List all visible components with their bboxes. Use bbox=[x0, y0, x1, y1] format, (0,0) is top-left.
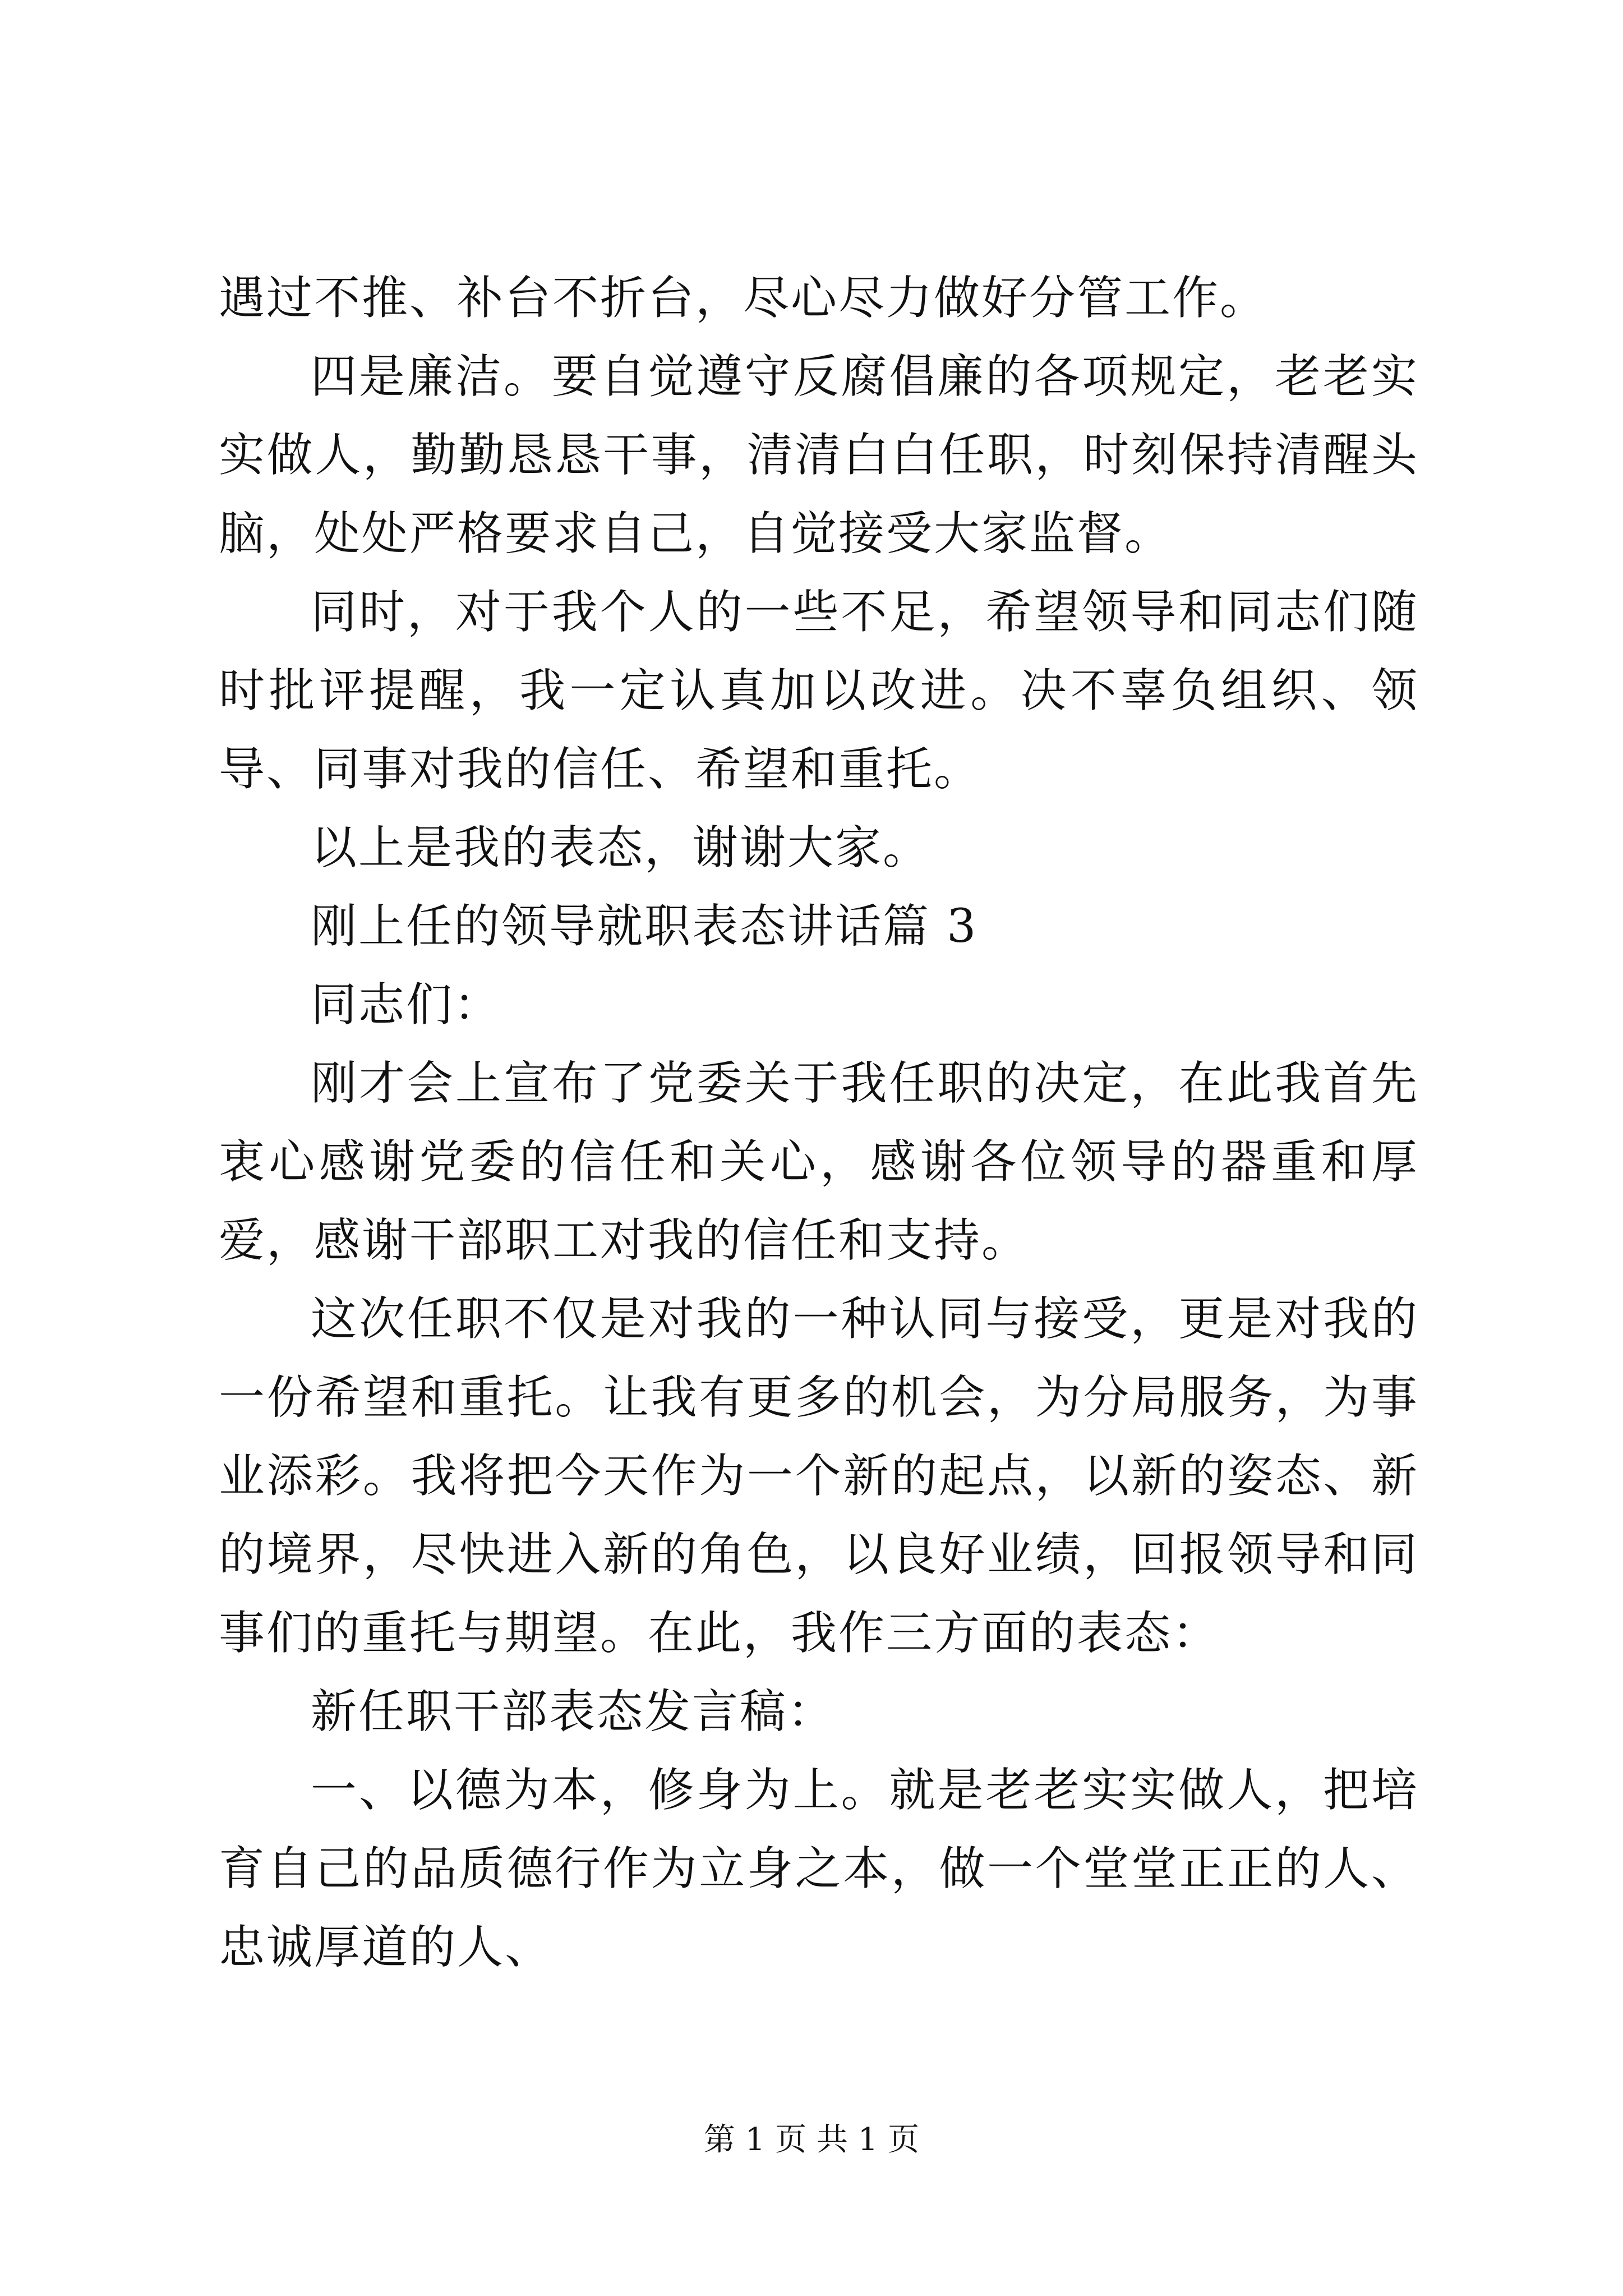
page-footer: 第 1 页 共 1 页 bbox=[703, 2122, 920, 2158]
paragraph-point-one: 一、以德为本，修身为上。就是老老实实做人，把培育自己的品质德行作为立身之本，做一个堂堂正正的人、忠诚厚道的人、 bbox=[219, 1764, 1419, 1974]
salutation: 同志们： bbox=[311, 978, 502, 1032]
paragraph-speech-title: 新任职干部表态发言稿： bbox=[311, 1685, 836, 1738]
section-heading: 刚上任的领导就职表态讲话篇 3 bbox=[311, 900, 978, 953]
paragraph-closing: 以上是我的表态，谢谢大家。 bbox=[311, 821, 931, 875]
paragraph-continuation: 遇过不推、补台不折台，尽心尽力做好分管工作。 bbox=[219, 272, 1268, 325]
paragraph-thanks: 刚才会上宣布了党委关于我任职的决定，在此我首先衷心感谢党委的信任和关心，感谢各位领导的器重和厚爱，感谢干部职工对我的信任和支持。 bbox=[219, 1057, 1419, 1267]
paragraph-integrity: 四是廉洁。要自觉遵守反腐倡廉的各项规定，老老实实做人，勤勤恳恳干事，清清白白任职，时刻保持清醒头脑，处处严格要求自己，自觉接受大家监督。 bbox=[219, 350, 1419, 560]
paragraph-shortcomings: 同时，对于我个人的一些不足，希望领导和同志们随时批评提醒，我一定认真加以改进。决不辜负组织、领导、同事对我的信任、希望和重托。 bbox=[219, 586, 1419, 796]
document-body bbox=[219, 259, 1419, 1987]
paragraph-appointment: 这次任职不仅是对我的一种认同与接受，更是对我的一份希望和重托。让我有更多的机会，为分局服务，为事业添彩。我将把今天作为一个新的起点，以新的姿态、新的境界，尽快进入新的角色，以良好业绩，回报领导和同事们的重托与期望。在此，我作三方面的表态： bbox=[219, 1292, 1419, 1660]
